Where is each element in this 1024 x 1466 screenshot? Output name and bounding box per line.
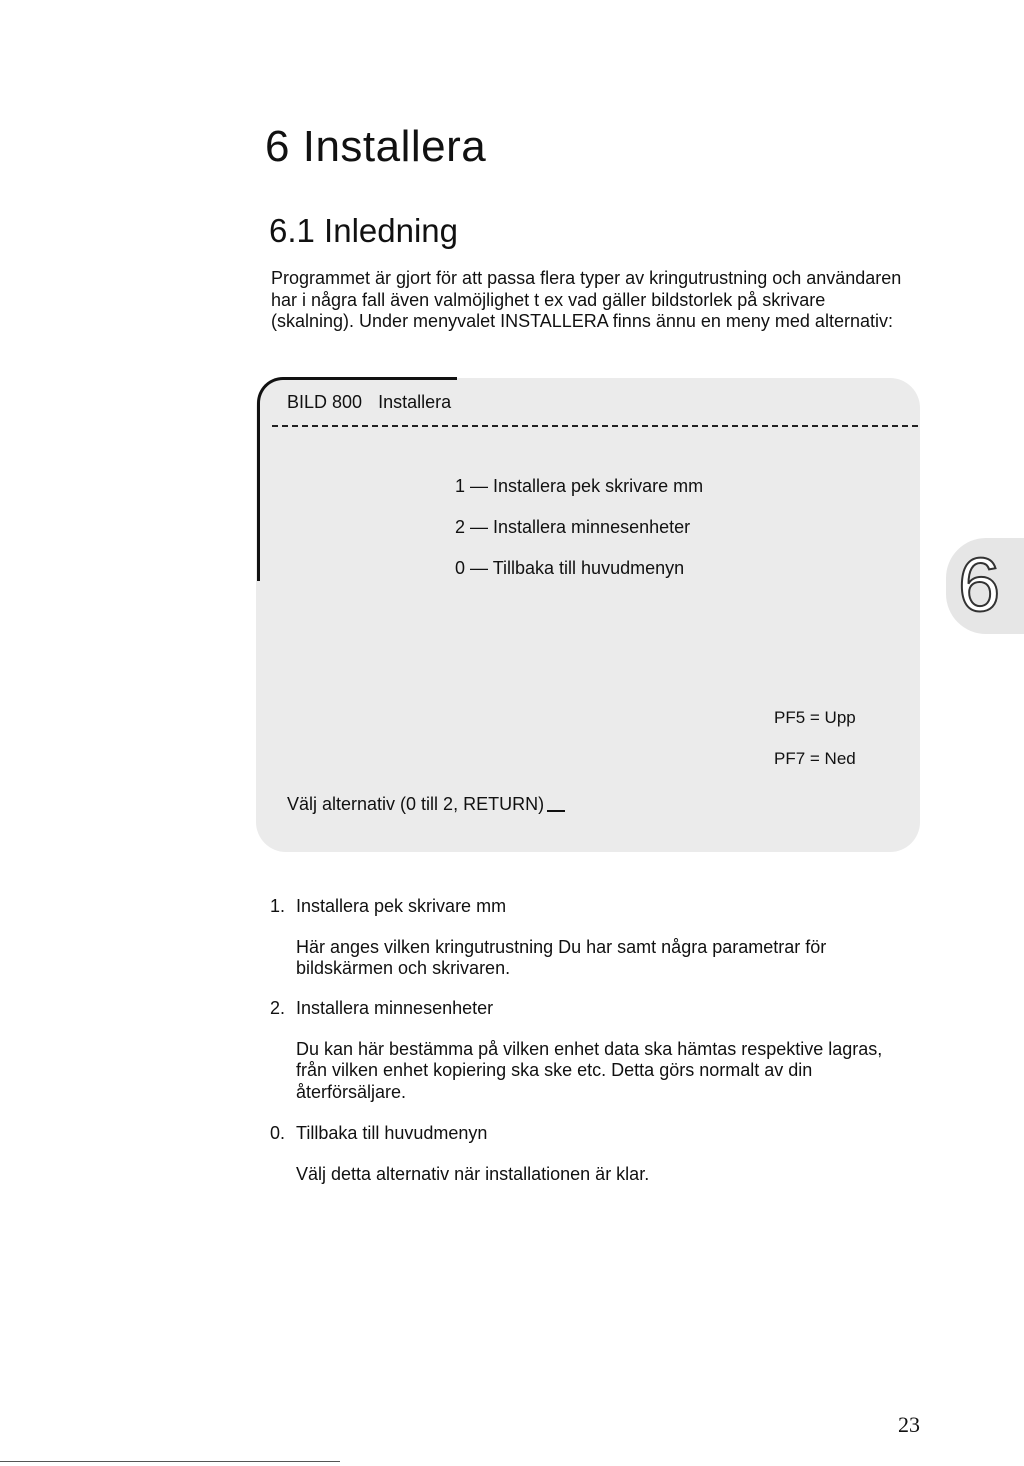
pf7-key-hint[interactable]: PF7 = Ned bbox=[774, 749, 856, 768]
section-title bbox=[269, 212, 458, 250]
detail-number: 0. bbox=[270, 1123, 286, 1143]
pf-key-legend bbox=[774, 707, 856, 789]
page-number: 23 bbox=[898, 1412, 920, 1437]
screen-title: Installera bbox=[378, 392, 452, 412]
detail-item-0 bbox=[270, 1123, 910, 1185]
detail-heading: Tillbaka till huvudmenyn bbox=[296, 1123, 488, 1143]
option-details bbox=[270, 896, 910, 1185]
chapter-name: Installera bbox=[302, 122, 487, 171]
chapter-title bbox=[265, 122, 486, 172]
screen-code: BILD 800 bbox=[287, 392, 363, 412]
input-cursor[interactable] bbox=[547, 810, 565, 812]
section-name: Inledning bbox=[324, 212, 458, 249]
detail-heading: Installera pek skrivare mm bbox=[296, 896, 507, 916]
intro-paragraph: Programmet är gjort för att passa flera typer av kringutrustning och användaren har i några fall även valmöjlighet t ex vad gäller bildstorlek på skrivare (skalning). Under menyvalet INSTALLERA finns ännu en meny med alternativ: bbox=[271, 268, 902, 331]
screen-divider bbox=[272, 425, 918, 427]
detail-text: Välj detta alternativ när installationen är klar. bbox=[296, 1163, 650, 1184]
detail-text: Du kan här bestämma på vilken enhet data ska hämtas respektive lagras, från vilken enhet kopiering ska ske etc. Detta görs normalt av din återförsäljare. bbox=[296, 1038, 883, 1102]
selection-prompt[interactable] bbox=[287, 794, 565, 815]
menu-item-install-storage[interactable]: 2 — Installera minnesenheter bbox=[455, 517, 691, 537]
detail-text: Här anges vilken kringutrustning Du har samt några parametrar för bildskärmen och skrivaren. bbox=[296, 936, 827, 978]
section-number: 6.1 bbox=[269, 212, 315, 249]
chapter-number: 6 bbox=[265, 122, 290, 171]
pf5-key-hint[interactable]: PF5 = Upp bbox=[774, 708, 856, 727]
detail-number: 2. bbox=[270, 998, 286, 1018]
prompt-text: Välj alternativ (0 till 2, RETURN) bbox=[287, 794, 545, 814]
detail-item-1 bbox=[270, 896, 910, 998]
detail-item-2 bbox=[270, 998, 910, 1123]
detail-heading: Installera minnesenheter bbox=[296, 998, 494, 1018]
menu-item-install-devices[interactable]: 1 — Installera pek skrivare mm bbox=[455, 476, 704, 496]
screen-header bbox=[287, 392, 451, 413]
menu-item-back-to-main[interactable]: 0 — Tillbaka till huvudmenyn bbox=[455, 558, 685, 578]
chapter-tab-label: 6 bbox=[958, 543, 1001, 628]
bottom-rule bbox=[0, 1461, 340, 1462]
screen-menu bbox=[455, 476, 703, 599]
detail-number: 1. bbox=[270, 896, 286, 916]
